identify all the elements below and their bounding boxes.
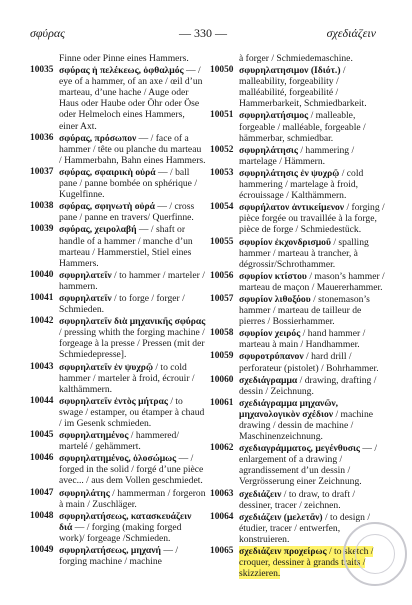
entry-definition: / to cold hammer / marteler à froid, écrouir / kalthämmern. [59, 361, 195, 395]
entry-lemma: σφυρηλατεῖν [59, 292, 112, 304]
entry-lemma: σφυρίον ἐκχονδρισμοῦ [239, 236, 331, 248]
entry-number: 10041 [30, 292, 54, 303]
entry-definition: — / face of a hammer / tête ou planche du marteau / Hammerbahn, Bahn eines Hammers. [59, 132, 206, 166]
dictionary-entry [30, 316, 206, 360]
entry-number: 10049 [30, 545, 54, 556]
entry-lemma: σφυρηλατεῖν διὰ μηχανικῆς σφύρας [59, 316, 206, 328]
entry-lemma: σφυρηλατήσεως, κατασκευάζειν διά [59, 510, 192, 533]
entry-number: 10060 [210, 374, 234, 385]
entry-definition: — / forged in the solid / forgé d’une pièce avec... / aus dem Vollen geschmiedet. [59, 453, 204, 487]
entry-lemma: σφυρηλατησιμον (Ιδιότ.) [239, 65, 341, 77]
entry-definition: / hand hammer / marteau à main / Handhammer. [239, 328, 366, 351]
entry-definition: / to sketch / croquer, dessiner à grands traits / skizzieren. [239, 546, 374, 580]
entry-number: 10039 [30, 224, 54, 235]
entry-number: 10058 [210, 328, 234, 339]
entry-number: 10065 [210, 546, 234, 557]
dictionary-entry [30, 545, 206, 567]
entry-number: 10044 [30, 395, 54, 406]
entry-definition: / to forge / forger / Schmieden. [59, 292, 185, 316]
entry-definition: / machine drawing / dessin de machine / Maschinenzeichnung. [239, 408, 374, 443]
entry-definition: / malleability, forgeability / malléabilité, forgeabilité / Hammerbarkeit, Schmiedbarkeit. [239, 65, 367, 110]
dictionary-entry [210, 489, 388, 511]
entry-definition: / forging / pièce forgée ou travaillée à la forge, pièce de forge / Schmiedestück. [239, 202, 385, 236]
dictionary-entry [30, 362, 206, 395]
entry-number: 10035 [30, 65, 54, 76]
entry-definition: / to hammer / marteler / hammern. [59, 269, 205, 292]
dictionary-entry [30, 511, 206, 544]
entry-definition: / stonemason’s hammer / marteau de tailleur de pierres / Bossierhammer. [239, 293, 370, 328]
entry-number: 10048 [30, 510, 54, 521]
dictionary-entry [210, 271, 388, 293]
entry-number: 10042 [30, 316, 54, 327]
entry-lemma: σφυρηλάτης [59, 487, 110, 499]
entry-lemma: σχεδιάγραμμα [239, 374, 298, 386]
dictionary-entry [30, 453, 206, 486]
dictionary-entry [30, 430, 206, 452]
entry-lemma: σχεδιαγράμματος, μεγένθυσις [239, 443, 360, 455]
dictionary-entry [210, 202, 388, 235]
entry-definition: / to swage / estamper, ou étamper à chaud / im Gesenk schmieden. [59, 395, 205, 429]
entry-number: 10057 [210, 293, 234, 304]
entry-lemma: σφυρηλατημένος [59, 430, 129, 442]
entry-lemma: σφυρηλάτησις ἐν ψυχρῷ [239, 167, 340, 179]
entry-lemma: σφυρηλατήσεως, μηχανή [59, 545, 162, 557]
entry-definition: — / eye of a hammer, of an axe / œil d’un marteau, d’une hache / Auge oder Haus oder Haube oder Öhr oder Öse oder Helmeloch eines Hammers, einer Axt. [59, 65, 203, 132]
dictionary-entry [30, 167, 206, 200]
entry-lemma: σφύρας, σφηνωτὴ οὐρά [59, 201, 156, 213]
entry-number: 10062 [210, 443, 234, 454]
entry-definition: / hammered/ martelé / gehämmert. [59, 430, 179, 453]
dictionary-entry [210, 351, 388, 373]
entry-number: 10037 [30, 166, 54, 177]
entry-number: 10063 [210, 488, 234, 499]
entry-lemma: σφύρας ἡ πελέκεως, ὀφθαλμός [59, 65, 184, 77]
dictionary-entry [30, 133, 206, 166]
entry-definition: — / shaft or handle of a hammer / manche d’un marteau / Hammerstiel, Stiel eines Hammers. [59, 224, 193, 269]
header-right-word: σχεδιάζειν [326, 26, 376, 40]
dictionary-entry [30, 488, 206, 510]
entry-number: 10051 [210, 110, 234, 121]
dictionary-entry [30, 65, 206, 132]
dictionary-entry [210, 375, 388, 397]
left-column [30, 53, 206, 568]
entry-lemma: σχεδιάζειν [239, 488, 282, 500]
dictionary-entry [210, 294, 388, 327]
dictionary-entry [30, 201, 206, 223]
entry-definition: — / cross pane / panne en travers/ Querfinne. [59, 201, 195, 224]
entry-lemma: σφυρηλατεῖν [59, 269, 112, 281]
entry-definition: / to design / étudier, tracer / entwerfen, konstruieren. [239, 511, 371, 545]
entry-definition: / drawing, drafting / dessin / Zeichnung. [239, 374, 377, 397]
entry-definition: / hammerman / forgeron à main / Zuschläger. [59, 487, 206, 510]
dictionary-entry [30, 293, 206, 315]
dictionary-entry [30, 53, 206, 64]
entry-definition: — / ball pane / panne bombée on sphérique / Kugelfinne. [59, 166, 197, 201]
page-number: — 330 — [179, 26, 227, 40]
dictionary-entry [210, 168, 388, 201]
library-stamp-icon [343, 522, 407, 586]
dictionary-entry [30, 270, 206, 292]
dictionary-entry [210, 53, 388, 64]
entry-number: 10050 [210, 65, 234, 76]
entry-number: 10043 [30, 361, 54, 372]
entry-lemma: σφύρας, σφαιρικὴ οὐρά [59, 166, 156, 178]
entry-number: 10055 [210, 236, 234, 247]
entry-lemma: σφυρήλατον ἀντικείμενον [239, 202, 345, 214]
entry-definition: / cold hammering / martelage à froid, écrouissage / Kalthämmern. [239, 167, 364, 202]
entry-lemma: σφυρίον κτίστου [239, 270, 307, 282]
entry-definition: Finne oder Pinne eines Hammers. [59, 53, 189, 64]
entry-lemma: σφυρηλατημένος, ὁλοσώμως [59, 453, 177, 465]
dictionary-entry [210, 110, 388, 143]
dictionary-entry [210, 398, 388, 442]
entry-lemma: σφυρηλατήσιμος [239, 110, 309, 122]
entry-number: 10064 [210, 511, 234, 522]
entry-number: 10053 [210, 167, 234, 178]
entry-number: 10047 [30, 487, 54, 498]
entry-number: 10036 [30, 132, 54, 143]
dictionary-entry [30, 224, 206, 268]
entry-number: 10054 [210, 202, 234, 213]
entry-definition: / spalling hammer / marteau à trancher, à dégrossir/Schrothammer. [239, 236, 369, 270]
entry-definition: / malleable, forgeable / malléable, forgeable / hämmerbar, schmiedbar. [239, 110, 366, 144]
entry-definition: — / enlargement of a drawing / agrandissement d’un dessin / Vergrösserung einer Zeichnung. [239, 443, 378, 488]
entry-definition: / to draw, to draft / dessiner, tracer / zeichnen. [239, 488, 356, 511]
entry-lemma: σφύρας, χειρολαβή [59, 224, 137, 236]
entry-definition: / hard drill / perforateur (pistolet) / Bohrhammer. [239, 351, 379, 374]
entry-number: 10040 [30, 269, 54, 280]
right-column [210, 53, 388, 580]
entry-lemma: σφυρηλατεῖν ἐντὸς μήτρας [59, 395, 168, 407]
entry-lemma: σφυρίον χειρός [239, 328, 301, 340]
entry-lemma: σφυρίον λιθοξόου [239, 293, 311, 305]
entry-number: 10052 [210, 144, 234, 155]
entry-lemma: σχεδιάζειν (μελετᾶν) [239, 511, 323, 523]
entry-definition: — / forging machine / machine [59, 545, 179, 568]
dictionary-entry [30, 396, 206, 429]
entry-lemma: σχεδιάζειν προχείρως [239, 546, 327, 558]
entry-number: 10045 [30, 430, 54, 441]
entry-number: 10059 [210, 351, 234, 362]
page-header [30, 26, 376, 42]
entry-number: 10056 [210, 270, 234, 281]
entry-definition: / pressing whith the forging machine / forgeage à la presse / Pressen (mit der Schmiedepresse]. [59, 327, 205, 361]
entry-number: 10061 [210, 397, 234, 408]
entry-definition: / mason’s hammer / marteau de maçon / Mauererhammer. [239, 270, 385, 293]
entry-lemma: σχεδιάγραμμα μηχανῶν, μηχανολογικὸν σχέδιον [239, 397, 339, 420]
entry-definition: / hammering / martelage / Hämmern. [239, 144, 355, 167]
entry-lemma: σφύρας, πρόσωπον [59, 132, 137, 144]
dictionary-entry [210, 237, 388, 270]
dictionary-entry [210, 328, 388, 350]
entry-definition: à forger / Schmiedemaschine. [239, 53, 353, 64]
entry-lemma: σφυρηλάτησις [239, 144, 298, 156]
entry-lemma: σφυρηλατεῖν ἐν ψυχρῷ [59, 361, 153, 373]
dictionary-entry [210, 443, 388, 487]
header-left-word: σφύρας [30, 26, 65, 40]
entry-number: 10046 [30, 453, 54, 464]
dictionary-entry [210, 65, 388, 109]
entry-lemma: σφυροτρύπανον [239, 351, 304, 363]
dictionary-entry [210, 145, 388, 167]
entry-number: 10038 [30, 201, 54, 212]
entry-definition: — / forging (making forged work)/ forgeage /Schmieden. [59, 521, 182, 544]
